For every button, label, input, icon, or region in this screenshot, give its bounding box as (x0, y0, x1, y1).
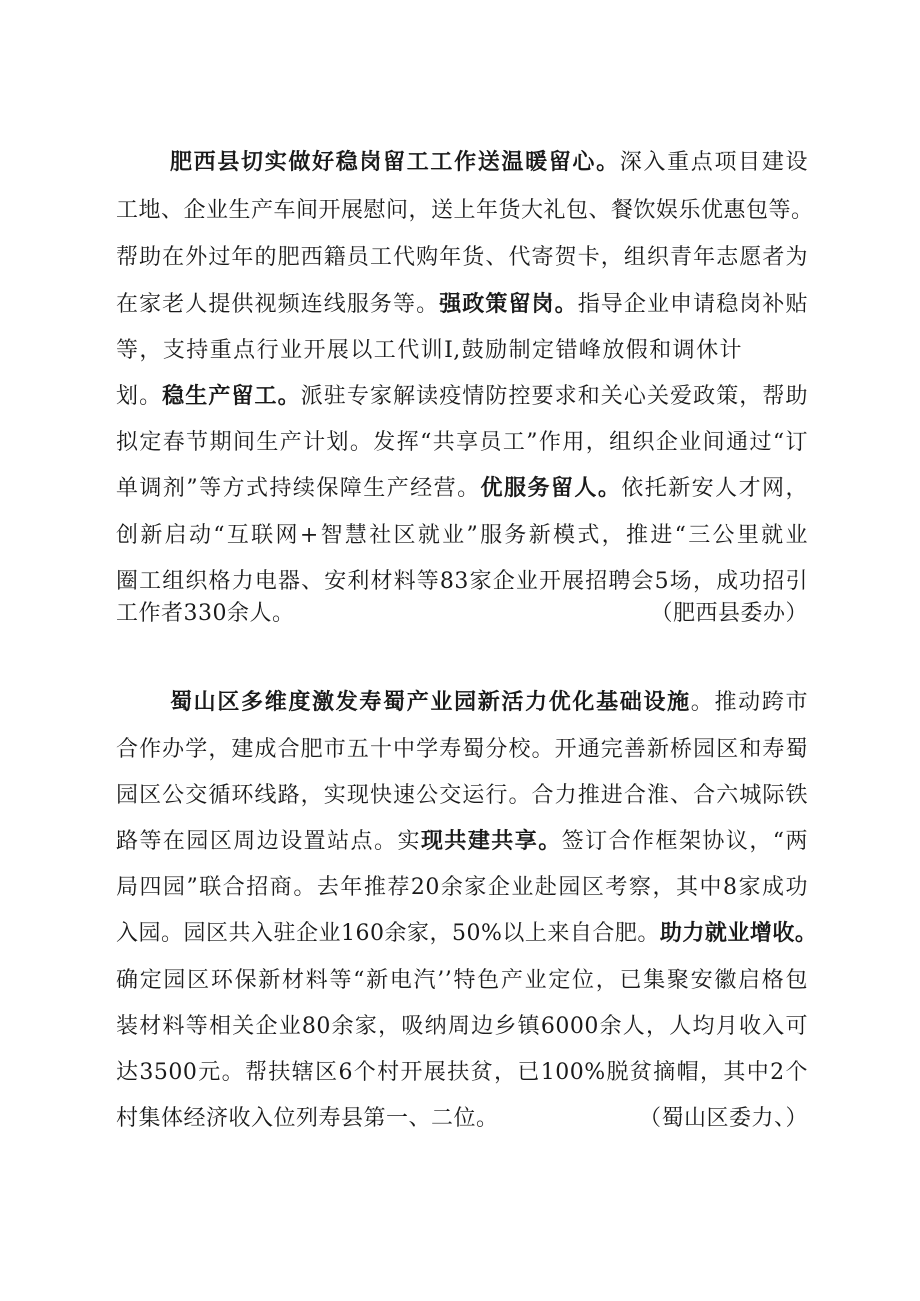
article-title: 蜀山区多维度激发寿蜀产业园新活力优化基础设施 (170, 690, 691, 715)
paragraph-line: 创新启动“互联网+智慧社区就业”服务新模式，推进“三公里就业 (116, 523, 808, 548)
paragraph-line: 达3500元。帮扶辖区6个村开展扶贫，已100%脱贫摘帽，其中2个 (116, 1060, 808, 1085)
paragraph-line: 划。稳生产留工。派驻专家解读疫情防控要求和关心关爱政策，帮助 (116, 384, 808, 409)
article-title: 肥西县切实做好稳岗留工工作送温暖留心。 (170, 150, 620, 175)
paragraph-line: 路等在园区周边设置站点。实现共建共享。签订合作框架协议，“两 (116, 829, 808, 854)
paragraph-line: 肥西县切实做好稳岗留工工作送温暖留心。深入重点项目建设 (170, 150, 808, 175)
paragraph-line: 确定园区环保新材料等“新电汽’’特色产业定位，已集聚安徽启格包 (116, 968, 808, 993)
section-heading: 现共建共享。 (420, 829, 562, 854)
paragraph-line: 圈工组织格力电器、安利材料等83家企业开展招聘会5场，成功招引 (116, 569, 808, 594)
section-heading: 优服务留人。 (480, 476, 622, 501)
paragraph-line: 帮助在外过年的肥西籍员工代购年货、代寄贺卡，组织青年志愿者为 (116, 245, 808, 270)
section-heading: 助力就业增收。 (659, 921, 818, 946)
paragraph-line: 等，支持重点行业开展以工代训I,鼓励制定错峰放假和调休计 (116, 338, 742, 363)
signature: （肥西县委办） (650, 601, 808, 626)
paragraph-line: 合作办学，建成合肥市五十中学寿蜀分校。开通完善新桥园区和寿蜀 (116, 737, 808, 762)
paragraph-line: 局四园”联合招商。去年推荐20余家企业赴园区考察，其中8家成功 (116, 875, 808, 900)
paragraph-line: 单调剂”等方式持续保障生产经营。优服务留人。依托新安人才网， (116, 476, 808, 501)
section-heading: 稳生产留工。 (162, 384, 301, 409)
paragraph-line: 蜀山区多维度激发寿蜀产业园新活力优化基础设施。推动跨市 (170, 690, 808, 715)
paragraph-line: 装材料等相关企业80余家，吸纳周边乡镇6000余人，人均月收入可 (116, 1014, 809, 1039)
paragraph-line: 村集体经济收入位列寿县第一、二位。 （蜀山区委力、） (116, 1104, 808, 1134)
signature: （蜀山区委力、） (638, 1106, 808, 1131)
paragraph-line: 拟定春节期间生产计划。发挥“共享员工”作用，组织企业间通过“订 (116, 430, 808, 455)
paragraph-line: 入园。园区共入驻企业160余家，50%以上来自合肥。助力就业增收。 (116, 921, 818, 946)
section-heading: 强政策留岗。 (439, 292, 578, 317)
paragraph-line: 在家老人提供视频连线服务等。强政策留岗。指导企业申请稳岗补贴 (116, 292, 808, 317)
paragraph-line: 工地、企业生产车间开展慰问，送上年货大礼包、餐饮娱乐优惠包等。 (116, 198, 814, 223)
paragraph-line: 工作者330余人。 （肥西县委办） (116, 599, 808, 629)
paragraph-line: 园区公交循环线路，实现快速公交运行。合力推进合淮、合六城际铁 (116, 783, 808, 808)
